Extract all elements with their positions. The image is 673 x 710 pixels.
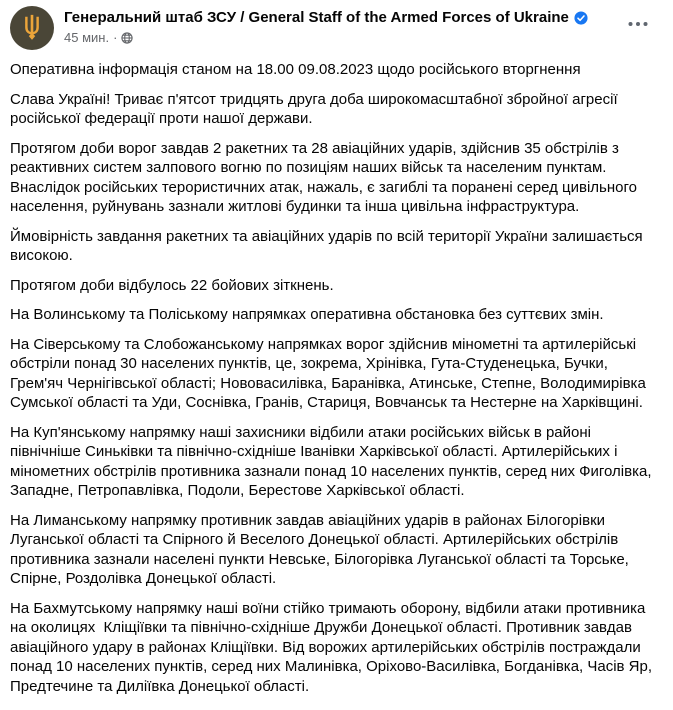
verified-badge-icon bbox=[574, 11, 588, 25]
post-paragraph: Протягом доби ворог завдав 2 ракетних та 28 авіаційних ударів, здійснив 35 обстрілів з реактивних систем залпового вогню по позиціям наших військ та населеним пунктам. Внаслідок російських терористичних атак, нажаль, є загиблі та поранені серед цивільного населення, руйнувань зазнали житлові будинки та інша цивільна інфраструктура. bbox=[10, 139, 642, 215]
page-name-link[interactable]: Генеральний штаб ЗСУ / General Staff of the Armed Forces of Ukraine bbox=[64, 9, 569, 26]
timestamp-link[interactable]: 45 мин. bbox=[64, 30, 110, 45]
post-paragraph: На Лиманському напрямку противник завдав авіаційних ударів в районах Білогорівки Луганської області та Спірного й Веселого Донецької області. Артилерійських обстрілів противника зазнали населені пункти Невське, Білогорівка Луганської області та Торське, Спірне, Роздолівка Донецької області. bbox=[10, 511, 634, 587]
tryzub-trident-icon bbox=[17, 12, 47, 44]
post-body bbox=[0, 56, 673, 710]
post-meta bbox=[64, 29, 623, 46]
post-header bbox=[0, 0, 673, 56]
post-paragraph: На Куп'янському напрямку наші захисники відбили атаки російських військ в районі північніше Синьківки та північно-східніше Іванівки Харківської області. Артилерійських і мінометних обстрілів противника зазнали понад 10 населених пунктів, серед них Фиголівка, Западне, Петропавлівка, Подоли, Берестове Харківської області. bbox=[10, 423, 656, 499]
more-options-icon bbox=[627, 20, 649, 28]
meta-separator: · bbox=[113, 30, 118, 45]
header-text bbox=[54, 6, 623, 46]
more-options-button[interactable] bbox=[623, 14, 653, 34]
globe-icon bbox=[121, 32, 133, 44]
post-paragraph: Слава Україні! Триває п'ятсот тридцять друга доба широкомасштабної збройної агресії російської федерації проти нашої держави. bbox=[10, 90, 622, 127]
post-paragraph: На Бахмутському напрямку наші воїни стійко тримають оборону, відбили атаки противника на околицях Кліщіївки та північно-східніше Дружби Донецької області. Противник завдав авіаційного удару в районах Кліщіївки. Від ворожих артилерійських обстрілів постраждали понад 10 населених пунктів, серед них Малинівка, Оріхово-Василівка, Богданівка, Часів Яр, Предтечине та Диліївка Донецької області. bbox=[10, 599, 657, 695]
post-paragraph: На Волинському та Поліському напрямках оперативна обстановка без суттєвих змін. bbox=[10, 306, 604, 323]
post-paragraph: Ймовірність завдання ракетних та авіаційних ударів по всій території України залишається високою. bbox=[10, 227, 647, 264]
post-paragraph: На Сіверському та Слобожанському напрямках ворог здійснив мінометні та артилерійські обстріли понад 30 населених пунктів, це, зокрема, Хрінівка, Гута-Студенецька, Бучки, Грем'яч Чернігівської області; Нововасилівка, Баранівка, Атинське, Степне, Володимирівка Сумської області та Уди, Соснівка, Гранів, Стариця, Вовчанськ та Нестерне на Харківщині. bbox=[10, 335, 650, 411]
page-avatar[interactable] bbox=[10, 6, 54, 50]
name-row bbox=[64, 8, 623, 27]
post-paragraph: Протягом доби відбулось 22 бойових зіткнень. bbox=[10, 276, 334, 294]
post-paragraph: Оперативна інформація станом на 18.00 09.08.2023 щодо російського вторгнення bbox=[10, 61, 581, 78]
